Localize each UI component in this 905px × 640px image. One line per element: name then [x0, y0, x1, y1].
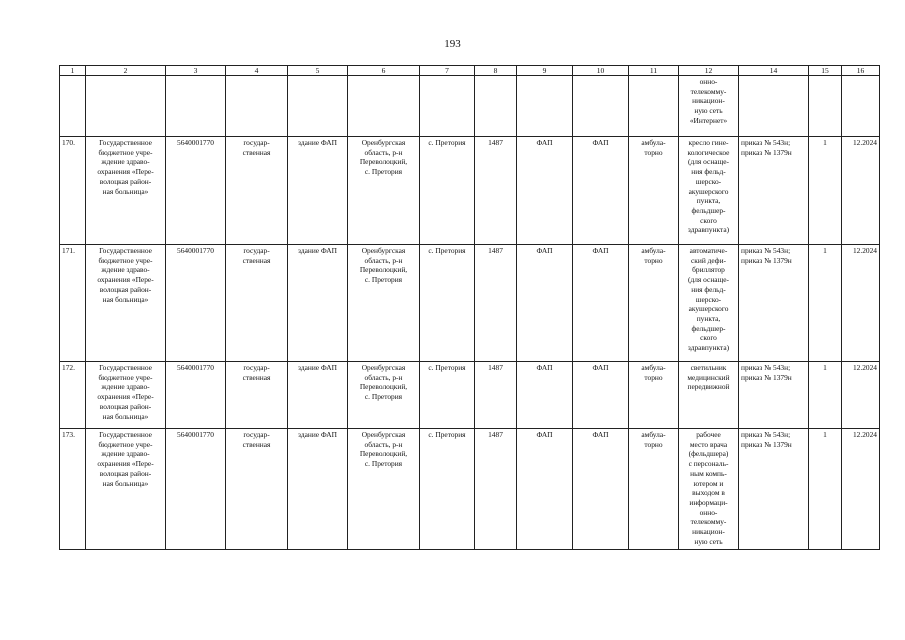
type-cell: ФАП	[573, 245, 629, 362]
column-header: 11	[629, 66, 679, 76]
table-cell	[288, 76, 348, 137]
organization-cell: Государственное бюджетное учре- ждение здраво- охранения «Пере- волоцкая район- ная больница»	[86, 429, 166, 550]
building-cell: здание ФАП	[288, 245, 348, 362]
type-cell: ФАП	[517, 137, 573, 245]
care-cell: амбула- торно	[629, 362, 679, 429]
population-cell: 1487	[475, 429, 517, 550]
column-header: 8	[475, 66, 517, 76]
type-cell: ФАП	[517, 245, 573, 362]
table-row	[60, 137, 880, 245]
quantity-cell: 1	[809, 137, 842, 245]
care-cell: амбула- торно	[629, 137, 679, 245]
column-header: 3	[166, 66, 226, 76]
type-cell: ФАП	[573, 362, 629, 429]
table-cell	[60, 76, 86, 137]
page-number: 193	[444, 38, 461, 50]
equipment-cell: светильник медицинский передвижной	[679, 362, 739, 429]
table-cell	[420, 76, 475, 137]
ownership-cell: государ- ственная	[226, 245, 288, 362]
ownership-cell: государ- ственная	[226, 429, 288, 550]
equipment-cell: кресло гине- кологическое (для оснаще- ния фельд- шерско- акушерского пункта, фельдшер- ского здравпункта)	[679, 137, 739, 245]
equipment-table	[59, 65, 880, 550]
settlement-cell: с. Претория	[420, 137, 475, 245]
address-cell: Оренбургская область, р-н Переволоцкий, с. Претория	[348, 245, 420, 362]
column-header: 16	[842, 66, 880, 76]
organization-cell: Государственное бюджетное учре- ждение здраво- охранения «Пере- волоцкая район- ная больница»	[86, 137, 166, 245]
address-cell: Оренбургская область, р-н Переволоцкий, с. Претория	[348, 429, 420, 550]
population-cell: 1487	[475, 362, 517, 429]
quantity-cell: 1	[809, 429, 842, 550]
column-header: 2	[86, 66, 166, 76]
date-cell: 12.2024	[842, 429, 880, 550]
column-header: 7	[420, 66, 475, 76]
organization-cell: Государственное бюджетное учре- ждение здраво- охранения «Пере- волоцкая район- ная больница»	[86, 362, 166, 429]
building-cell: здание ФАП	[288, 429, 348, 550]
table-row	[60, 429, 880, 550]
care-cell: амбула- торно	[629, 245, 679, 362]
table-cell	[809, 76, 842, 137]
table-cell	[629, 76, 679, 137]
order-cell: приказ № 543н; приказ № 1379н	[739, 429, 809, 550]
building-cell: здание ФАП	[288, 362, 348, 429]
column-header: 15	[809, 66, 842, 76]
column-header: 10	[573, 66, 629, 76]
column-header: 4	[226, 66, 288, 76]
quantity-cell: 1	[809, 245, 842, 362]
column-header: 5	[288, 66, 348, 76]
table-cell	[475, 76, 517, 137]
table-cell	[739, 76, 809, 137]
building-cell: здание ФАП	[288, 137, 348, 245]
type-cell: ФАП	[517, 362, 573, 429]
column-header: 6	[348, 66, 420, 76]
table-cell	[226, 76, 288, 137]
settlement-cell: с. Претория	[420, 362, 475, 429]
table-cell	[573, 76, 629, 137]
inn-cell: 5640001770	[166, 362, 226, 429]
settlement-cell: с. Претория	[420, 429, 475, 550]
row-number: 171.	[60, 245, 86, 362]
address-cell: Оренбургская область, р-н Переволоцкий, с. Претория	[348, 137, 420, 245]
care-cell: амбула- торно	[629, 429, 679, 550]
table-cell	[348, 76, 420, 137]
type-cell: ФАП	[517, 429, 573, 550]
equipment-cell: рабочее место врача (фельдшера) с персональ- ным компь- ютером и выходом в информаци- онно- телекомму- никацион- ную сеть	[679, 429, 739, 550]
equipment-cell: онно- телекомму- никацион- ную сеть «Интернет»	[679, 76, 739, 137]
population-cell: 1487	[475, 245, 517, 362]
settlement-cell: с. Претория	[420, 245, 475, 362]
order-cell: приказ № 543н; приказ № 1379н	[739, 245, 809, 362]
ownership-cell: государ- ственная	[226, 137, 288, 245]
date-cell: 12.2024	[842, 137, 880, 245]
table-cell	[517, 76, 573, 137]
address-cell: Оренбургская область, р-н Переволоцкий, с. Претория	[348, 362, 420, 429]
column-number-row	[60, 66, 880, 76]
ownership-cell: государ- ственная	[226, 362, 288, 429]
quantity-cell: 1	[809, 362, 842, 429]
table-cell	[86, 76, 166, 137]
table-row	[60, 362, 880, 429]
date-cell: 12.2024	[842, 362, 880, 429]
row-number: 173.	[60, 429, 86, 550]
column-header: 9	[517, 66, 573, 76]
equipment-cell: автоматиче- ский дефи- бриллятор (для оснаще- ния фельд- шерско- акушерского пункта, фельдшер- ского здравпункта)	[679, 245, 739, 362]
inn-cell: 5640001770	[166, 429, 226, 550]
order-cell: приказ № 543н; приказ № 1379н	[739, 362, 809, 429]
date-cell: 12.2024	[842, 245, 880, 362]
table-cell	[166, 76, 226, 137]
row-number: 170.	[60, 137, 86, 245]
population-cell: 1487	[475, 137, 517, 245]
table-cell	[842, 76, 880, 137]
type-cell: ФАП	[573, 429, 629, 550]
column-header: 1	[60, 66, 86, 76]
column-header: 14	[739, 66, 809, 76]
type-cell: ФАП	[573, 137, 629, 245]
column-header: 12	[679, 66, 739, 76]
table-row	[60, 245, 880, 362]
row-number: 172.	[60, 362, 86, 429]
order-cell: приказ № 543н; приказ № 1379н	[739, 137, 809, 245]
inn-cell: 5640001770	[166, 245, 226, 362]
inn-cell: 5640001770	[166, 137, 226, 245]
continuation-row	[60, 76, 880, 137]
organization-cell: Государственное бюджетное учре- ждение здраво- охранения «Пере- волоцкая район- ная больница»	[86, 245, 166, 362]
